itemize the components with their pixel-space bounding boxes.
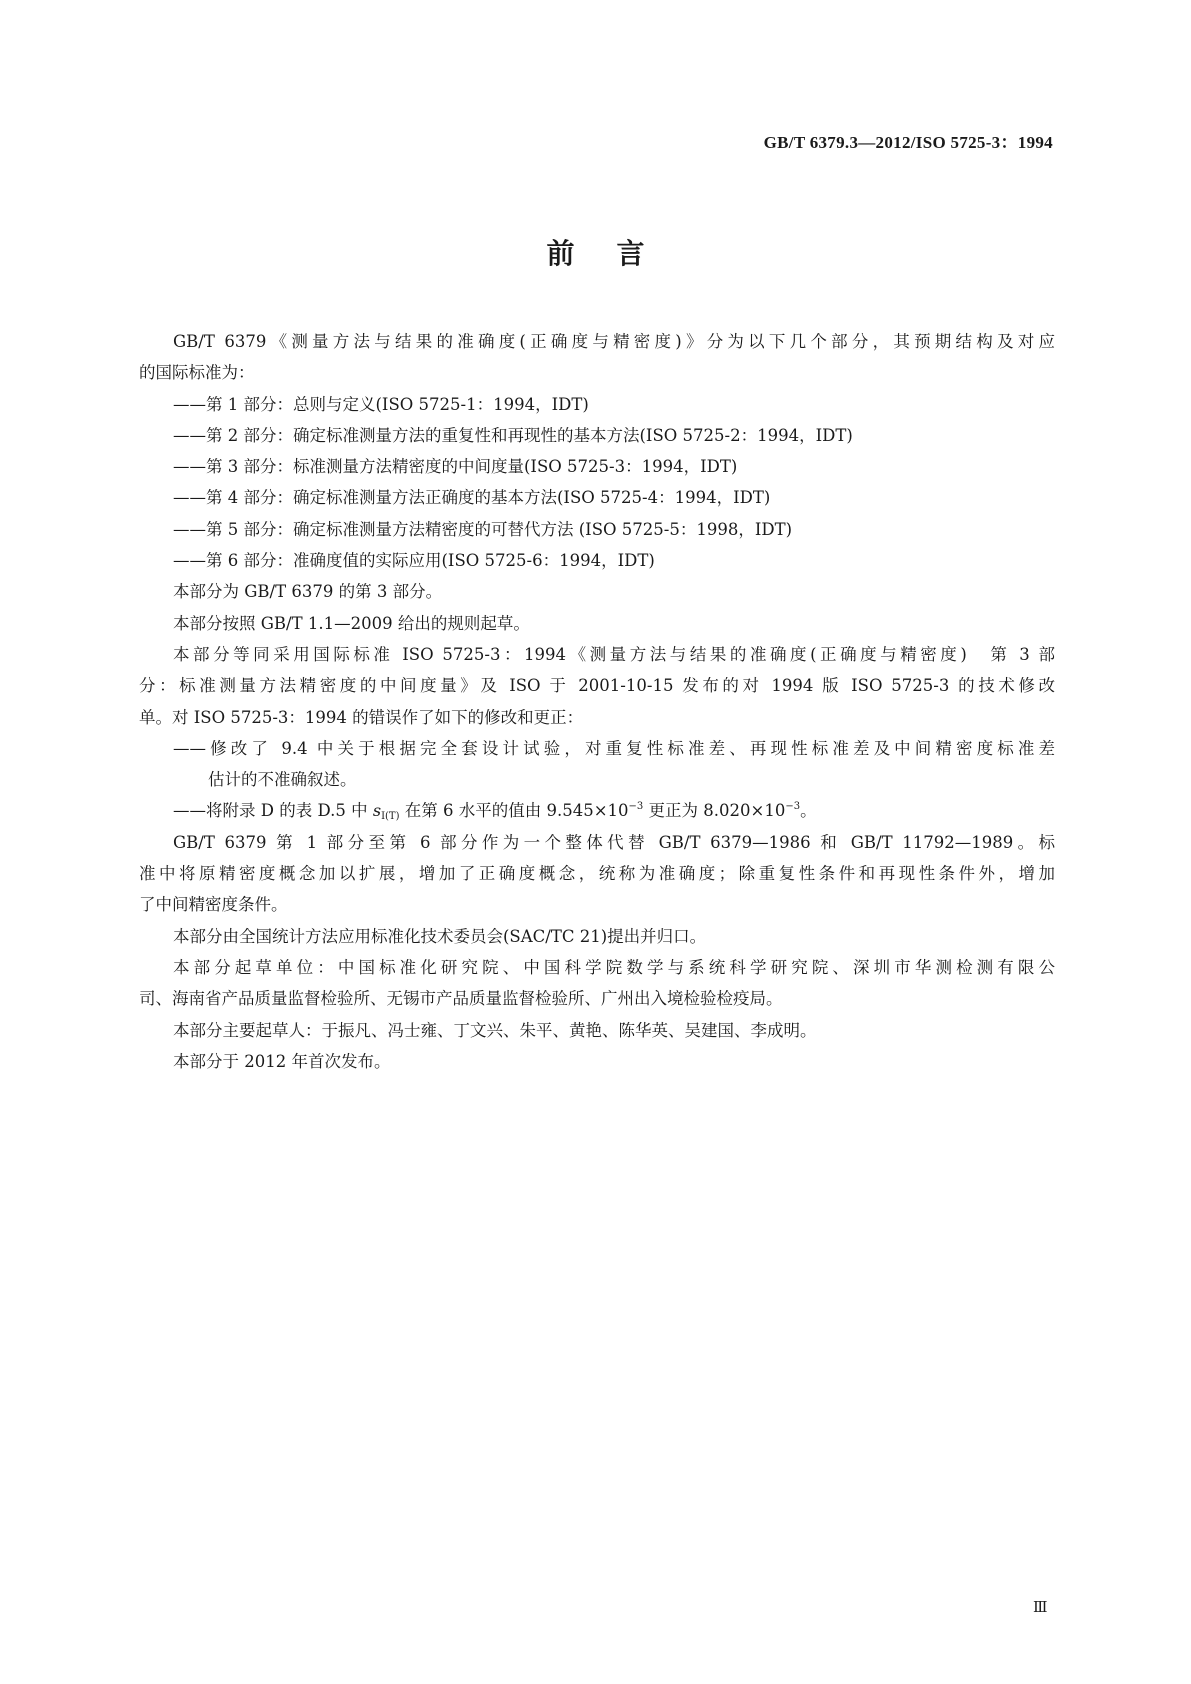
paragraph-equivalence-line-1: 本部分等同采用国际标准 ISO 5725-3：1994《测量方法与结果的准确度(正确度与精密度) 第 3 部 xyxy=(173,644,1055,664)
exponent-old: −3 xyxy=(628,801,644,813)
part-list-item: ——第 1 部分：总则与定义(ISO 5725-1：1994，IDT) xyxy=(173,394,589,414)
intro-line-1: GB/T 6379《测量方法与结果的准确度(正确度与精密度)》分为以下几个部分，其预期结构及对应 xyxy=(173,332,1055,351)
modification-1-line-1: ——修改了 9.4 中关于根据完全套设计试验，对重复性标准差、再现性标准差及中间精密度标准差 xyxy=(173,738,1055,758)
paragraph-committee: 本部分由全国统计方法应用标准化技术委员会(SAC/TC 21)提出并归口。 xyxy=(173,926,707,946)
exponent-new: −3 xyxy=(785,801,801,813)
standard-code-header: GB/T 6379.3—2012/ISO 5725-3：1994 xyxy=(763,133,1053,152)
paragraph-equivalence-line-3: 单。对 ISO 5725-3：1994 的错误作了如下的修改和更正： xyxy=(139,707,584,727)
part-list-item: ——第 5 部分：确定标准测量方法精密度的可替代方法 (ISO 5725-5：1998，IDT) xyxy=(173,519,793,539)
paragraph-replacement-line-1: GB/T 6379 第 1 部分至第 6 部分作为一个整体代替 GB/T 6379—1986 和 GB/T 11792—1989。标 xyxy=(173,832,1055,852)
paragraph-first-release: 本部分于 2012 年首次发布。 xyxy=(173,1051,391,1071)
part-list-item: ——第 4 部分：确定标准测量方法正确度的基本方法(ISO 5725-4：1994，IDT) xyxy=(173,488,771,508)
page-number: Ⅲ xyxy=(1033,1600,1048,1616)
modification-2 xyxy=(139,795,1055,826)
part-list-item: ——第 2 部分：确定标准测量方法的重复性和再现性的基本方法(ISO 5725-2：1994，IDT) xyxy=(173,425,853,445)
paragraph-units-line-2: 司、海南省产品质量监督检验所、无锡市产品质量监督检验所、广州出入境检验检疫局。 xyxy=(139,989,783,1009)
foreword-body xyxy=(139,326,1055,1077)
intro-line-2: 的国际标准为： xyxy=(139,363,255,383)
paragraph-units-line-1: 本部分起草单位：中国标准化研究院、中国科学院数学与系统科学研究院、深圳市华测检测有限公 xyxy=(173,957,1055,977)
symbol-subscript: I(T) xyxy=(381,811,400,823)
page-title: 前言 xyxy=(546,237,687,270)
paragraph-rules: 本部分按照 GB/T 1.1—2009 给出的规则起草。 xyxy=(173,613,530,633)
modification-2-suffix: 。 xyxy=(800,801,817,821)
paragraph-equivalence-line-2: 分：标准测量方法精密度的中间度量》及 ISO 于 2001-10-15 发布的对 1994 版 ISO 5725-3 的技术修改 xyxy=(139,676,1055,696)
paragraph-part3: 本部分为 GB/T 6379 的第 3 部分。 xyxy=(173,582,443,602)
symbol-letter: s xyxy=(372,801,382,821)
part-list-item: ——第 3 部分：标准测量方法精密度的中间度量(ISO 5725-3：1994，IDT) xyxy=(173,457,738,477)
paragraph-drafters: 本部分主要起草人：于振凡、冯士雍、丁文兴、朱平、黄艳、陈华英、吴建国、李成明。 xyxy=(173,1020,817,1040)
paragraph-replacement-line-3: 了中间精密度条件。 xyxy=(139,895,288,915)
paragraph-replacement-line-2: 准中将原精密度概念加以扩展，增加了正确度概念，统称为准确度；除重复性条件和再现性条件外，增加 xyxy=(139,864,1055,884)
modification-2-prefix: ——将附录 D 的表 D.5 中 xyxy=(173,801,373,821)
modification-2-middle: 在第 6 水平的值由 9.545×10 xyxy=(399,801,629,821)
modification-2-middle-2: 更正为 8.020×10 xyxy=(643,801,786,821)
part-list-item: ——第 6 部分：准确度值的实际应用(ISO 5725-6：1994，IDT) xyxy=(173,551,655,571)
modification-1-line-2: 估计的不准确叙述。 xyxy=(208,770,357,790)
symbol-s-it xyxy=(372,801,400,823)
